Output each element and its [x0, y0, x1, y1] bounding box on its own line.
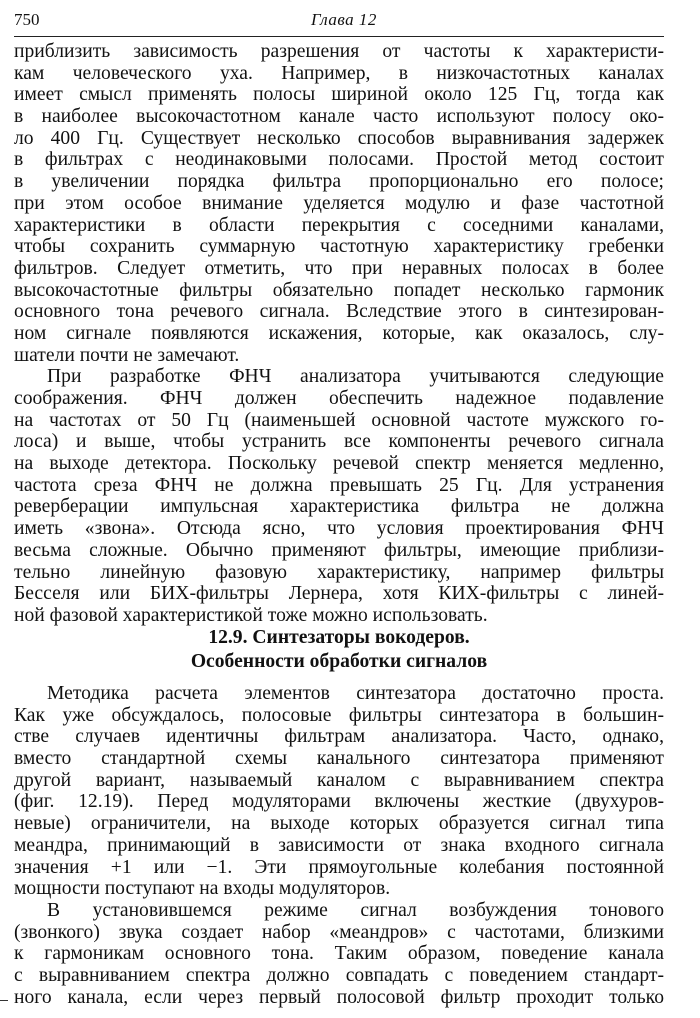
text-line: В установившемся режиме сигнал возбуждения тонового [47, 899, 664, 921]
text-line: ном сигнале появляются искажения, которые, как оказалось, слу- [14, 322, 664, 344]
text-line: ной фазовой характеристикой тоже можно использовать. [14, 604, 488, 626]
text-line: в фильтрах с неодинаковыми полосами. Простой метод состоит [14, 149, 664, 171]
text-line: приблизить зависимость разрешения от частоты к характеристи- [14, 41, 664, 62]
text-line: другой вариант, называемый каналом с выравниванием спектра [14, 769, 664, 791]
text-line: весьма сложные. Обычно применяют фильтры, имеющие приблизи- [14, 539, 664, 561]
paragraph-steady-state [14, 900, 664, 1008]
text-line: стве случаев идентичны фильтрам анализатора. Часто, однако, [14, 726, 664, 748]
text-line: мощности поступают на входы модуляторов. [14, 878, 391, 900]
text-line: Как уже обсуждалось, полосовые фильтры синтезатора в большин- [14, 704, 664, 726]
text-line: невые) ограничители, на выходе которых образуется сигнал типа [14, 813, 664, 835]
text-line: значения +1 или −1. Эти прямоугольные колебания постоянной [14, 856, 664, 878]
text-line: основного тона речевого сигнала. Вследствие этого в синтезирован- [14, 301, 664, 323]
text-line: Методика расчета элементов синтезатора достаточно проста. [47, 683, 664, 704]
text-line: кам человеческого уха. Например, в низкочастотных каналах [14, 62, 664, 84]
text-line: ного канала, если через первый полосовой фильтр проходит только [14, 986, 664, 1008]
section-heading-line1: 12.9. Синтезаторы вокодеров. [208, 627, 470, 648]
text-line: характеристики в области перекрытия с соседними каналами, [14, 214, 664, 236]
text-line: на выходе детектора. Поскольку речевой спектр меняется медленно, [14, 453, 664, 475]
text-line: на частотах от 50 Гц (наименьшей основной частоте мужского го- [14, 409, 664, 431]
text-line: реверберации импульсная характеристика фильтра не должна [14, 496, 664, 518]
text-line: к гармоникам основного тона. Таким образом, поведение канала [14, 943, 664, 965]
chapter-title: Глава 12 [311, 10, 377, 29]
text-line: имеет смысл применять полосы шириной около 125 Гц, тогда как [14, 84, 664, 106]
paragraph-synthesizer [14, 683, 664, 900]
text-line: высокочастотные фильтры обязательно попадет несколько гармоник [14, 279, 664, 301]
paragraph-lpf-design [14, 366, 664, 626]
text-line: (фиг. 12.19). Перед модуляторами включены жесткие (двухуров- [14, 791, 664, 813]
margin-mark [0, 1000, 8, 1001]
text-line: соображения. ФНЧ должен обеспечить надежное подавление [14, 388, 664, 409]
running-head [14, 8, 664, 32]
text-line: При разработке ФНЧ анализатора учитываются следующие [47, 366, 664, 388]
text-line: чтобы сохранить суммарную частотную характеристику гребенки [14, 236, 664, 258]
text-line: фильтров. Следует отметить, что при неравных полосах в более [14, 257, 664, 279]
text-line: в наиболее высокочастотном канале часто используют полосу око- [14, 106, 664, 128]
text-line: тельно линейную фазовую характеристику, например фильтры [14, 561, 664, 583]
text-line: (звонкого) звука создает набор «меандров» с частотами, близкими [14, 921, 664, 943]
section-heading-line2: Особенности обработки сигналов [190, 651, 488, 672]
text-line: иметь «звона». Отсюда ясно, что условия проектирования ФНЧ [14, 518, 664, 540]
paragraph-continued [14, 41, 664, 366]
text-line: при этом особое внимание уделяется модулю и фазе частотной [14, 192, 664, 214]
text-line: лоса) и выше, чтобы устранить все компоненты речевого сигнала [14, 431, 664, 453]
header-rule [14, 36, 664, 37]
body-text-top [14, 41, 664, 627]
text-line: меандра, принимающий в зависимости от знака входного сигнала [14, 834, 664, 856]
text-line: Бесселя или БИХ-фильтры Лернера, хотя КИХ-фильтры с линей- [14, 583, 664, 605]
text-line: частота среза ФНЧ не должна превышать 25 Гц. Для устранения [14, 474, 664, 496]
page-number: 750 [14, 10, 40, 29]
text-line: с выравниванием спектра должно совпадать с поведением стандарт- [14, 964, 664, 986]
text-line: вместо стандартной схемы канального синтезатора применяют [14, 748, 664, 770]
text-line: шатели почти не замечают. [14, 344, 240, 366]
body-text-bottom [14, 683, 664, 1008]
text-line: в увеличении порядка фильтра пропорционально его полосе; [14, 171, 664, 193]
text-line: ло 400 Гц. Существует несколько способов выравнивания задержек [14, 127, 664, 149]
